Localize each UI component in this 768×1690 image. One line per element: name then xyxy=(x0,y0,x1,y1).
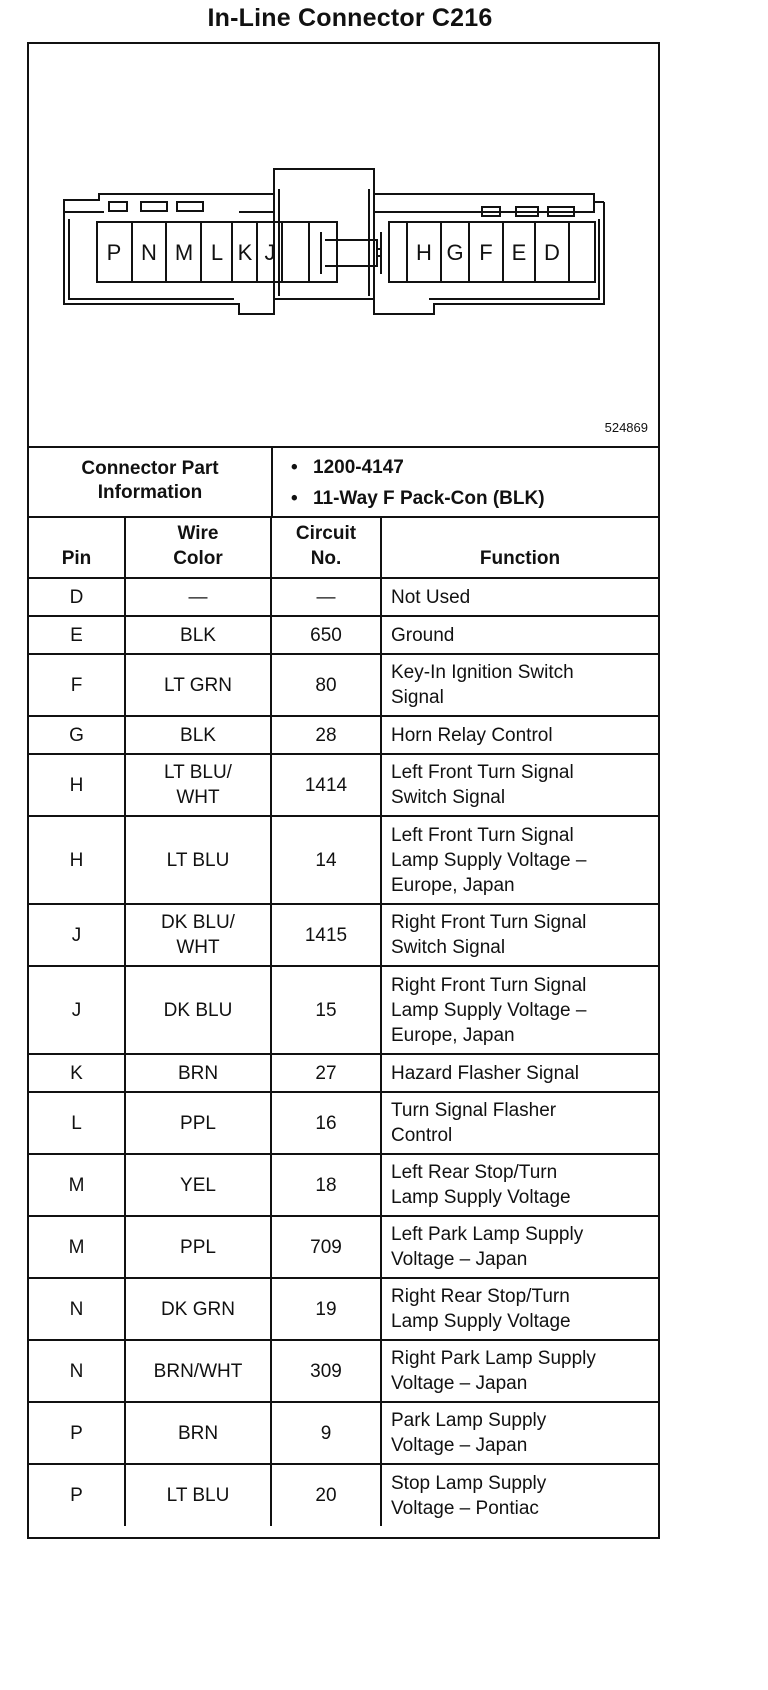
circuit-cell: 15 xyxy=(271,966,381,1054)
function-cell: Right Park Lamp Supply Voltage – Japan xyxy=(381,1340,658,1402)
wire-color-cell: BRN xyxy=(125,1054,271,1092)
circuit-cell: 309 xyxy=(271,1340,381,1402)
pin-label: J xyxy=(264,240,276,265)
pin-cell: N xyxy=(29,1340,125,1402)
table-row xyxy=(29,654,658,716)
pin-cell: P xyxy=(29,1402,125,1464)
wire-color-cell: LT GRN xyxy=(125,654,271,716)
wire-color-cell: BRN/WHT xyxy=(125,1340,271,1402)
function-cell: Key-In Ignition Switch Signal xyxy=(381,654,658,716)
wire-color-cell: LT BLU xyxy=(125,816,271,904)
circuit-cell: 20 xyxy=(271,1464,381,1526)
wire-color-cell: DK GRN xyxy=(125,1278,271,1340)
part-number: • 1200-4147 xyxy=(273,452,653,483)
header-circuit: Circuit No. xyxy=(271,516,381,578)
header-wire-color: Wire Color xyxy=(125,516,271,578)
pin-cell: H xyxy=(29,754,125,816)
connector-diagram xyxy=(29,44,658,448)
wire-color-cell: BLK xyxy=(125,616,271,654)
circuit-cell: 9 xyxy=(271,1402,381,1464)
part-info-values xyxy=(273,452,653,514)
circuit-cell: 28 xyxy=(271,716,381,754)
pin-cell: H xyxy=(29,816,125,904)
function-cell: Right Front Turn Signal Lamp Supply Voltage – Europe, Japan xyxy=(381,966,658,1054)
wire-color-cell: — xyxy=(125,578,271,616)
table-row xyxy=(29,816,658,904)
table-row xyxy=(29,1340,658,1402)
table-row xyxy=(29,1464,658,1526)
header-function: Function xyxy=(381,516,658,578)
pin-cell: P xyxy=(29,1464,125,1526)
pin-label: D xyxy=(544,240,560,265)
page-title: In-Line Connector C216 xyxy=(207,4,493,32)
function-cell: Turn Signal Flasher Control xyxy=(381,1092,658,1154)
circuit-cell: — xyxy=(271,578,381,616)
drawing-id: 524869 xyxy=(604,420,648,435)
connector-sheet xyxy=(27,42,660,1539)
pin-table xyxy=(29,516,658,1526)
circuit-cell: 19 xyxy=(271,1278,381,1340)
function-cell: Right Rear Stop/Turn Lamp Supply Voltage xyxy=(381,1278,658,1340)
pin-cell: M xyxy=(29,1216,125,1278)
function-cell: Ground xyxy=(381,616,658,654)
function-cell: Horn Relay Control xyxy=(381,716,658,754)
function-cell: Not Used xyxy=(381,578,658,616)
wire-color-cell: PPL xyxy=(125,1216,271,1278)
part-info-label xyxy=(29,446,273,516)
wire-color-cell: YEL xyxy=(125,1154,271,1216)
wire-color-cell: BLK xyxy=(125,716,271,754)
pin-label: H xyxy=(416,240,432,265)
table-row xyxy=(29,904,658,966)
pin-cell: M xyxy=(29,1154,125,1216)
circuit-cell: 1415 xyxy=(271,904,381,966)
pin-label: K xyxy=(237,240,253,265)
connector-type: • 11-Way F Pack-Con (BLK) xyxy=(273,483,653,514)
table-row xyxy=(29,1154,658,1216)
function-cell: Left Front Turn Signal Lamp Supply Voltage – Europe, Japan xyxy=(381,816,658,904)
part-info-label-line2: Information xyxy=(97,482,203,503)
pin-label: L xyxy=(210,240,224,265)
connector-part-info xyxy=(29,446,658,518)
function-cell: Right Front Turn Signal Switch Signal xyxy=(381,904,658,966)
pin-label: F xyxy=(479,240,493,265)
table-row xyxy=(29,616,658,654)
pin-cell: L xyxy=(29,1092,125,1154)
table-row xyxy=(29,1278,658,1340)
function-cell: Hazard Flasher Signal xyxy=(381,1054,658,1092)
part-info-label-line1: Connector Part xyxy=(81,458,219,479)
pin-cell: F xyxy=(29,654,125,716)
function-cell: Park Lamp Supply Voltage – Japan xyxy=(381,1402,658,1464)
wire-color-cell: PPL xyxy=(125,1092,271,1154)
table-row xyxy=(29,1054,658,1092)
pin-cell: E xyxy=(29,616,125,654)
wire-color-cell: BRN xyxy=(125,1402,271,1464)
table-row xyxy=(29,1402,658,1464)
circuit-cell: 80 xyxy=(271,654,381,716)
pin-cell: J xyxy=(29,904,125,966)
circuit-cell: 27 xyxy=(271,1054,381,1092)
pin-cell: N xyxy=(29,1278,125,1340)
table-row xyxy=(29,754,658,816)
circuit-cell: 18 xyxy=(271,1154,381,1216)
table-row xyxy=(29,966,658,1054)
pin-label: E xyxy=(511,240,527,265)
circuit-cell: 650 xyxy=(271,616,381,654)
wire-color-cell: DK BLU/ WHT xyxy=(125,904,271,966)
pin-label: G xyxy=(446,240,464,265)
pin-label: N xyxy=(141,240,157,265)
circuit-cell: 1414 xyxy=(271,754,381,816)
function-cell: Stop Lamp Supply Voltage – Pontiac xyxy=(381,1464,658,1526)
function-cell: Left Park Lamp Supply Voltage – Japan xyxy=(381,1216,658,1278)
pin-label: M xyxy=(174,240,194,265)
connector-pin-labels xyxy=(29,44,658,446)
circuit-cell: 14 xyxy=(271,816,381,904)
pin-cell: G xyxy=(29,716,125,754)
circuit-cell: 16 xyxy=(271,1092,381,1154)
wire-color-cell: LT BLU xyxy=(125,1464,271,1526)
table-row xyxy=(29,578,658,616)
table-row xyxy=(29,1216,658,1278)
header-pin: Pin xyxy=(29,516,125,578)
pin-cell: D xyxy=(29,578,125,616)
pin-cell: J xyxy=(29,966,125,1054)
circuit-cell: 709 xyxy=(271,1216,381,1278)
pin-table-header xyxy=(29,516,658,578)
table-row xyxy=(29,1092,658,1154)
wire-color-cell: LT BLU/ WHT xyxy=(125,754,271,816)
function-cell: Left Rear Stop/Turn Lamp Supply Voltage xyxy=(381,1154,658,1216)
pin-cell: K xyxy=(29,1054,125,1092)
function-cell: Left Front Turn Signal Switch Signal xyxy=(381,754,658,816)
table-row xyxy=(29,716,658,754)
pin-label: P xyxy=(106,240,122,265)
wire-color-cell: DK BLU xyxy=(125,966,271,1054)
